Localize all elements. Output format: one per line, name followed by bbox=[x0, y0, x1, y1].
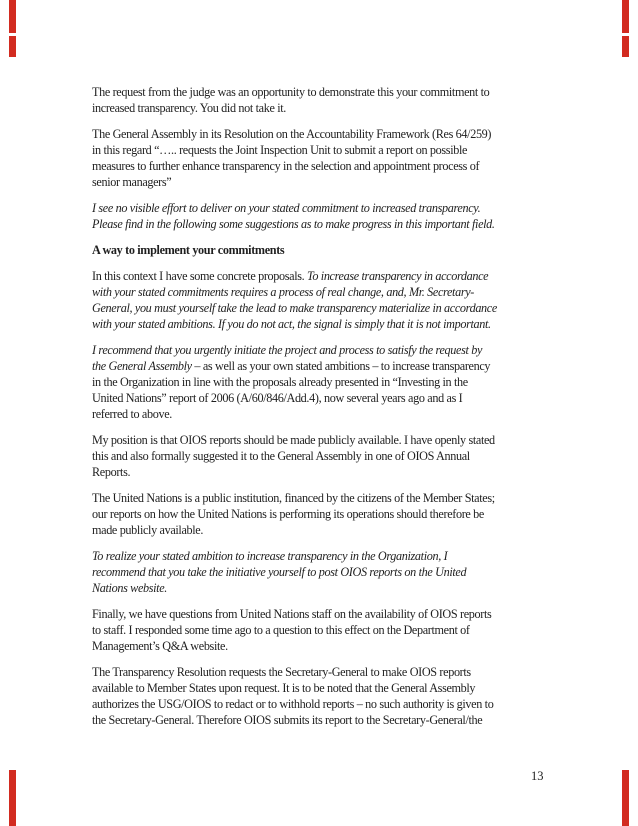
paragraph bbox=[92, 342, 562, 422]
paragraph bbox=[92, 490, 562, 538]
text-run: To increase transparency in accordance with your stated commitments requires a process of real change, and, Mr. Secretary- General, you must yourself take the lead to make transparency materialize in accordance with your stated ambitions. If you do not act, the signal is simply that it is not important. bbox=[92, 269, 497, 331]
text-run: The request from the judge was an opportunity to demonstrate this your commitment to increased transparency. You did not take it. bbox=[92, 85, 490, 115]
text-run: To realize your stated ambition to increase transparency in the Organization, I recommend that you take the initiative yourself to post OIOS reports on the United Nations website. bbox=[92, 549, 467, 595]
red-edge-mark-bottom-right bbox=[622, 770, 629, 826]
text-run: In this context I have some concrete proposals. bbox=[92, 269, 308, 283]
text-run: The United Nations is a public institution, financed by the citizens of the Member States; our reports on how the United Nations is performing its operations should therefore be made publicly available. bbox=[92, 491, 495, 537]
paragraph bbox=[92, 126, 562, 190]
text-run: The General Assembly in its Resolution on the Accountability Framework (Res 64/259) in this regard “….. requests the Joint Inspection Unit to submit a report on possible measures to further enhance transparency in the selection and appointment process of senior managers” bbox=[92, 127, 492, 189]
text-run: I recommend that you urgently initiate the project and process to satisfy the request by the General Assembly bbox=[92, 343, 483, 373]
text-run: A way to implement your commitments bbox=[92, 243, 285, 257]
red-edge-mark-top-right-2 bbox=[622, 36, 629, 57]
text-run: – as well as your own stated ambitions – to increase transparency in the Organization in line with the proposals already presented in “Investing in the United Nations” report of 2006 (A/60/846/Add.4), now several years ago and as I referred to above. bbox=[92, 359, 491, 421]
paragraph bbox=[92, 606, 562, 654]
text-run: I see no visible effort to deliver on your stated commitment to increased transparency. Please find in the following some suggestions as to make progress in this important field. bbox=[92, 201, 495, 231]
paragraph bbox=[92, 200, 562, 232]
text-run: My position is that OIOS reports should be made publicly available. I have openly stated this and also formally suggested it to the General Assembly in one of OIOS Annual Reports. bbox=[92, 433, 495, 479]
page-number: 13 bbox=[531, 769, 544, 783]
red-edge-mark-top-left-1 bbox=[9, 0, 16, 33]
paragraph bbox=[92, 548, 562, 596]
red-edge-mark-bottom-left bbox=[9, 770, 16, 826]
text-run: The Transparency Resolution requests the Secretary-General to make OIOS reports available to Member States upon request. It is to be noted that the General Assembly authorizes the USG/OIOS to redact or to withhold reports – no such authority is given to the Secretary-General. Therefore OIOS submits its report to the Secretary-General/the bbox=[92, 665, 494, 727]
paragraph bbox=[92, 84, 562, 116]
letter-body bbox=[92, 84, 562, 738]
red-edge-mark-top-right-1 bbox=[622, 0, 629, 33]
paragraph bbox=[92, 664, 562, 728]
red-edge-mark-top-left-2 bbox=[9, 36, 16, 57]
paragraph bbox=[92, 432, 562, 480]
section-heading bbox=[92, 242, 562, 258]
paragraph bbox=[92, 268, 562, 332]
text-run: Finally, we have questions from United Nations staff on the availability of OIOS reports to staff. I responded some time ago to a question to this effect on the Department of Management’s Q&A website. bbox=[92, 607, 492, 653]
